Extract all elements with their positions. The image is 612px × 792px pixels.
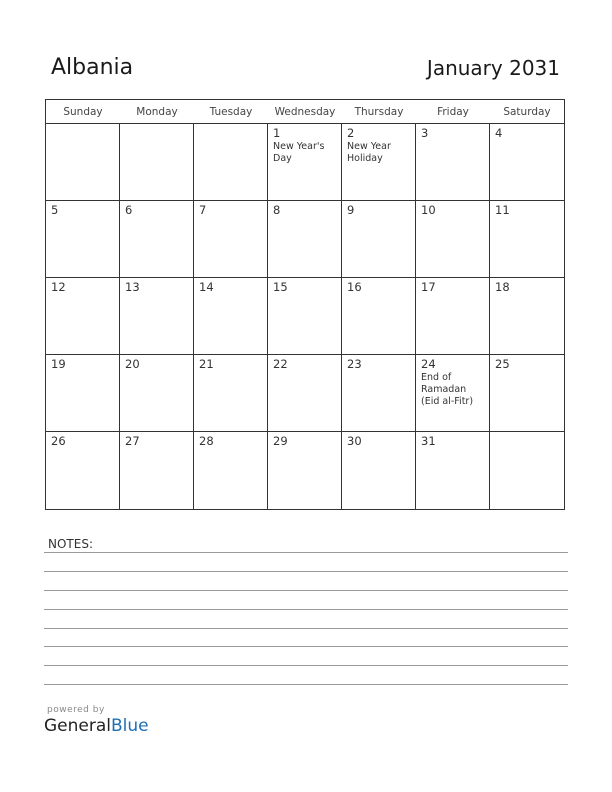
day-cell bbox=[342, 278, 416, 355]
brand-logo bbox=[44, 716, 149, 736]
day-cell bbox=[194, 124, 268, 201]
day-number: 20 bbox=[125, 357, 140, 371]
notes-line bbox=[44, 628, 568, 629]
day-cell bbox=[342, 432, 416, 509]
weekday-header: Monday bbox=[120, 100, 194, 124]
day-number: 12 bbox=[51, 280, 66, 294]
month-title: January 2031 bbox=[426, 56, 560, 80]
day-cell bbox=[194, 355, 268, 432]
day-cell bbox=[46, 432, 120, 509]
day-cell bbox=[416, 201, 490, 278]
day-cell bbox=[490, 278, 564, 355]
day-number: 19 bbox=[51, 357, 66, 371]
day-cell bbox=[268, 201, 342, 278]
day-cell bbox=[416, 355, 490, 432]
country-title: Albania bbox=[51, 55, 134, 80]
day-number: 2 bbox=[347, 126, 355, 140]
holiday-label: New Year Holiday bbox=[347, 141, 391, 164]
day-cell bbox=[490, 355, 564, 432]
day-number: 9 bbox=[347, 203, 355, 217]
day-number: 5 bbox=[51, 203, 59, 217]
weekday-header: Friday bbox=[416, 100, 490, 124]
day-cell bbox=[120, 432, 194, 509]
holiday-label: New Year's Day bbox=[273, 141, 325, 164]
day-number: 23 bbox=[347, 357, 362, 371]
day-number: 14 bbox=[199, 280, 214, 294]
day-cell bbox=[268, 278, 342, 355]
day-cell bbox=[342, 201, 416, 278]
day-cell bbox=[194, 432, 268, 509]
day-cell bbox=[268, 355, 342, 432]
holiday-label: End of Ramadan (Eid al-Fitr) bbox=[421, 372, 474, 407]
day-number: 24 bbox=[421, 357, 436, 371]
day-number: 8 bbox=[273, 203, 281, 217]
notes-label: NOTES: bbox=[48, 537, 93, 551]
day-number: 27 bbox=[125, 434, 140, 448]
day-number: 17 bbox=[421, 280, 436, 294]
day-number: 25 bbox=[495, 357, 510, 371]
day-number: 16 bbox=[347, 280, 362, 294]
day-cell bbox=[46, 124, 120, 201]
day-number: 18 bbox=[495, 280, 510, 294]
day-number: 10 bbox=[421, 203, 436, 217]
day-number: 1 bbox=[273, 126, 281, 140]
day-cell bbox=[268, 124, 342, 201]
day-cell bbox=[490, 124, 564, 201]
day-cell bbox=[342, 124, 416, 201]
day-cell bbox=[46, 201, 120, 278]
weekday-header: Thursday bbox=[342, 100, 416, 124]
day-number: 28 bbox=[199, 434, 214, 448]
day-number: 3 bbox=[421, 126, 429, 140]
day-cell bbox=[416, 432, 490, 509]
day-cell bbox=[120, 355, 194, 432]
notes-line bbox=[44, 684, 568, 685]
weekday-header: Wednesday bbox=[268, 100, 342, 124]
day-cell bbox=[120, 278, 194, 355]
day-cell bbox=[46, 355, 120, 432]
brand-name-blue: Blue bbox=[111, 716, 149, 736]
powered-by-text: powered by bbox=[47, 705, 105, 715]
day-cell bbox=[120, 124, 194, 201]
day-number: 11 bbox=[495, 203, 510, 217]
notes-line bbox=[44, 552, 568, 553]
day-number: 22 bbox=[273, 357, 288, 371]
day-cell bbox=[46, 278, 120, 355]
notes-line bbox=[44, 571, 568, 572]
day-cell bbox=[342, 355, 416, 432]
notes-line bbox=[44, 646, 568, 647]
day-number: 26 bbox=[51, 434, 66, 448]
day-cell bbox=[194, 201, 268, 278]
day-number: 7 bbox=[199, 203, 207, 217]
notes-line bbox=[44, 609, 568, 610]
brand-name-general: General bbox=[44, 716, 111, 736]
calendar-grid bbox=[45, 99, 565, 510]
notes-line bbox=[44, 665, 568, 666]
day-number: 15 bbox=[273, 280, 288, 294]
day-cell bbox=[490, 432, 564, 509]
day-number: 4 bbox=[495, 126, 503, 140]
day-number: 21 bbox=[199, 357, 214, 371]
weekday-header: Sunday bbox=[46, 100, 120, 124]
day-cell bbox=[120, 201, 194, 278]
day-cell bbox=[416, 124, 490, 201]
day-number: 13 bbox=[125, 280, 140, 294]
weekday-header: Tuesday bbox=[194, 100, 268, 124]
day-number: 29 bbox=[273, 434, 288, 448]
day-cell bbox=[268, 432, 342, 509]
day-number: 30 bbox=[347, 434, 362, 448]
day-number: 31 bbox=[421, 434, 436, 448]
notes-line bbox=[44, 590, 568, 591]
day-number: 6 bbox=[125, 203, 133, 217]
day-cell bbox=[194, 278, 268, 355]
weekday-header: Saturday bbox=[490, 100, 564, 124]
day-cell bbox=[490, 201, 564, 278]
day-cell bbox=[416, 278, 490, 355]
